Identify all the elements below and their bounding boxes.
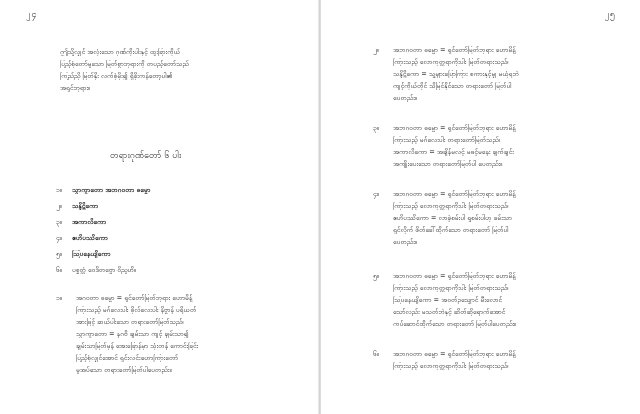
para-line: ချမ်းသာမြတ်မှန် အေးခြောန်မှာ သုံးတန် ကောင်းခြင်း — [76, 342, 199, 350]
para-line: ကျင့်ကိုယ်တိုင် သိမြင်နိုင်သော တရားတော် မြတ်ပါ — [393, 82, 512, 90]
list-item: သွာက္ခာတော အဘဂဝတာ ဓမ္မော — [72, 186, 151, 194]
list-item: ဧဟိပဿိကော — [72, 234, 108, 242]
para-number: ၃။ — [373, 124, 379, 132]
para-line: သန္ဒိဋ္ဌိကော = သူ့များပြောကြား စကားနှင့်မျှ မယုံရဘဲ — [393, 70, 519, 78]
para-line: အားဖြင့် ဆယ်ပါးသော တရားတော်မြတ်သည်၊ — [76, 318, 184, 326]
page-number: ၂၄ — [26, 10, 38, 20]
para-line: သော်လည်း မသတ်ဘဲနှင့် ဆိတ်ဆိုရောက်အောင် — [393, 308, 506, 316]
list-number: ၄။ — [56, 234, 62, 242]
intro-line: ဤသို့လျှင် အလုံးသော ဂုဏ်ကိုးပါးနှင့် ထူးခြားကိုယ် — [60, 48, 180, 56]
para-line: အဘဂဝတာ ဓမ္မော = ရှင်တော်မြတ်ဘုရား ဟောမိန့် — [393, 272, 516, 280]
para-line: မူအပ်သော တရားတော်မြတ်ပါပေတည်း။ — [76, 366, 172, 374]
para-line: ကပ်ဆောင်ထိုက်သော တရားတော် မြတ်ပါပေတည်း။ — [393, 320, 517, 328]
para-line: အဘဂဝတာ ဓမ္မော = ရှင်တော်မြတ်ဘုရား ဟောမိန့် — [393, 124, 516, 132]
para-line: အဘဂဝတာ ဓမ္မော = ရှင်တော်မြတ်ဘုရား ဟောမိန့် — [393, 46, 516, 54]
para-line: ကြားသည့် လောကုတ္တရာကိုးပါး မြတ်တရားသည်၊ — [393, 58, 509, 66]
para-line: ကြားသည့် မဂ်လေးပါး တရားတော်မြတ်သည်၊ — [393, 136, 500, 144]
para-line: ကြားသည့် လောကုတ္တရာကိုးပါး မြတ်တရားသည်၊ — [393, 362, 509, 370]
list-number: ၆။ — [56, 266, 62, 274]
para-line: ပြည့်စုံလျှင်အောင် ရှင်းလင်းဟောကြားတော် — [76, 354, 178, 362]
intro-line: ကြည်ညို မြတ်နိုး လက်စုံမိုး၍ ရှိခိုးကန်တော့ပါ၏ — [60, 72, 173, 80]
intro-line: အရှင်ဘုရား။ — [60, 84, 91, 92]
intro-line: ပြည့်စုံတော်မူသော မြတ်စွာဘုရားကို တပည့်တော်သည် — [60, 60, 189, 68]
para-line: ပေတည်း။ — [393, 238, 417, 246]
list-number: ၂။ — [56, 202, 62, 210]
list-number: ၃။ — [56, 218, 62, 226]
para-line: အကျိုးပေးသော တရားတော်မြတ်ပါ ပေတည်း။ — [393, 160, 503, 168]
section-title: တရားဂုဏ်တော် ၆ ပါး — [110, 151, 182, 161]
para-line: ကြားသည့် လောကုတ္တရာကိုးပါး မြတ်တရားသည်၊ — [393, 284, 509, 292]
left-page — [0, 0, 319, 414]
para-line: ရှင်လိုက် ဖိတ်ခေါ်ထိုက်သော တရားတော် မြတ်ပါ — [393, 226, 509, 234]
para-number: ၅။ — [373, 272, 379, 280]
list-item: ဩပနေယျိကော — [72, 250, 111, 258]
list-item: အကာလိကော — [72, 218, 107, 226]
para-line: အဘဂဝတာ ဓမ္မော = ရှင်တော်မြတ်ဘုရား ဟောမိန့် — [393, 350, 516, 358]
para-line: ကြားသည့် လောကုတ္တရာကိုးပါး မြတ်တရားသည်၊ — [393, 202, 509, 210]
list-number: ၅။ — [56, 250, 62, 258]
para-number: ၂။ — [373, 46, 379, 54]
para-number: ၄။ — [373, 190, 379, 198]
right-page — [321, 0, 640, 414]
para-line: ပေတည်း။ — [393, 94, 417, 102]
para-line: ဧဟိပဿိကော = လာခဲ့စမ်းပါ ရှုစမ်းပါဟု ခမ်းသာ — [393, 214, 512, 222]
para-line: ဩပနေယျိကော = အဝတ်ဥသျှောင် မီးလောင် — [393, 296, 503, 304]
para-line: အဂဝတာ ဓမ္မော = ရှင်တော်မြတ်ဘုရား ဟောမိန့် — [76, 294, 193, 302]
list-item: သန္ဒိဋ္ဌိကော — [72, 202, 99, 210]
list-number: ၁။ — [56, 186, 62, 194]
para-line: အဘဂဝတာ ဓမ္မော = ရှင်တော်မြတ်ဘုရား ဟောမိန့် — [393, 190, 516, 198]
para-line: ကြားသည့် မဂ်လေးပါး ဖိုလ်လေးပါး နိဗ္ဗာန် ပရိယတ် — [76, 306, 197, 314]
para-line: အကာလိကော = အချိန်မလင့် မဖင့်မနေး ချက်ချင်း — [393, 148, 514, 156]
para-line: သွာက္ခာတော = နဂဗိ ချမ်းသာ ကျင့် ချမ်းသာ၍ — [76, 330, 189, 338]
list-item: ပစ္စတ္တံ ဝေဒိတဗ္ဗော ဝိညူဟိ။ — [72, 266, 136, 274]
para-number: ၆။ — [373, 350, 379, 358]
page-number: ၂၅ — [604, 10, 616, 20]
para-number: ၁။ — [56, 294, 62, 302]
